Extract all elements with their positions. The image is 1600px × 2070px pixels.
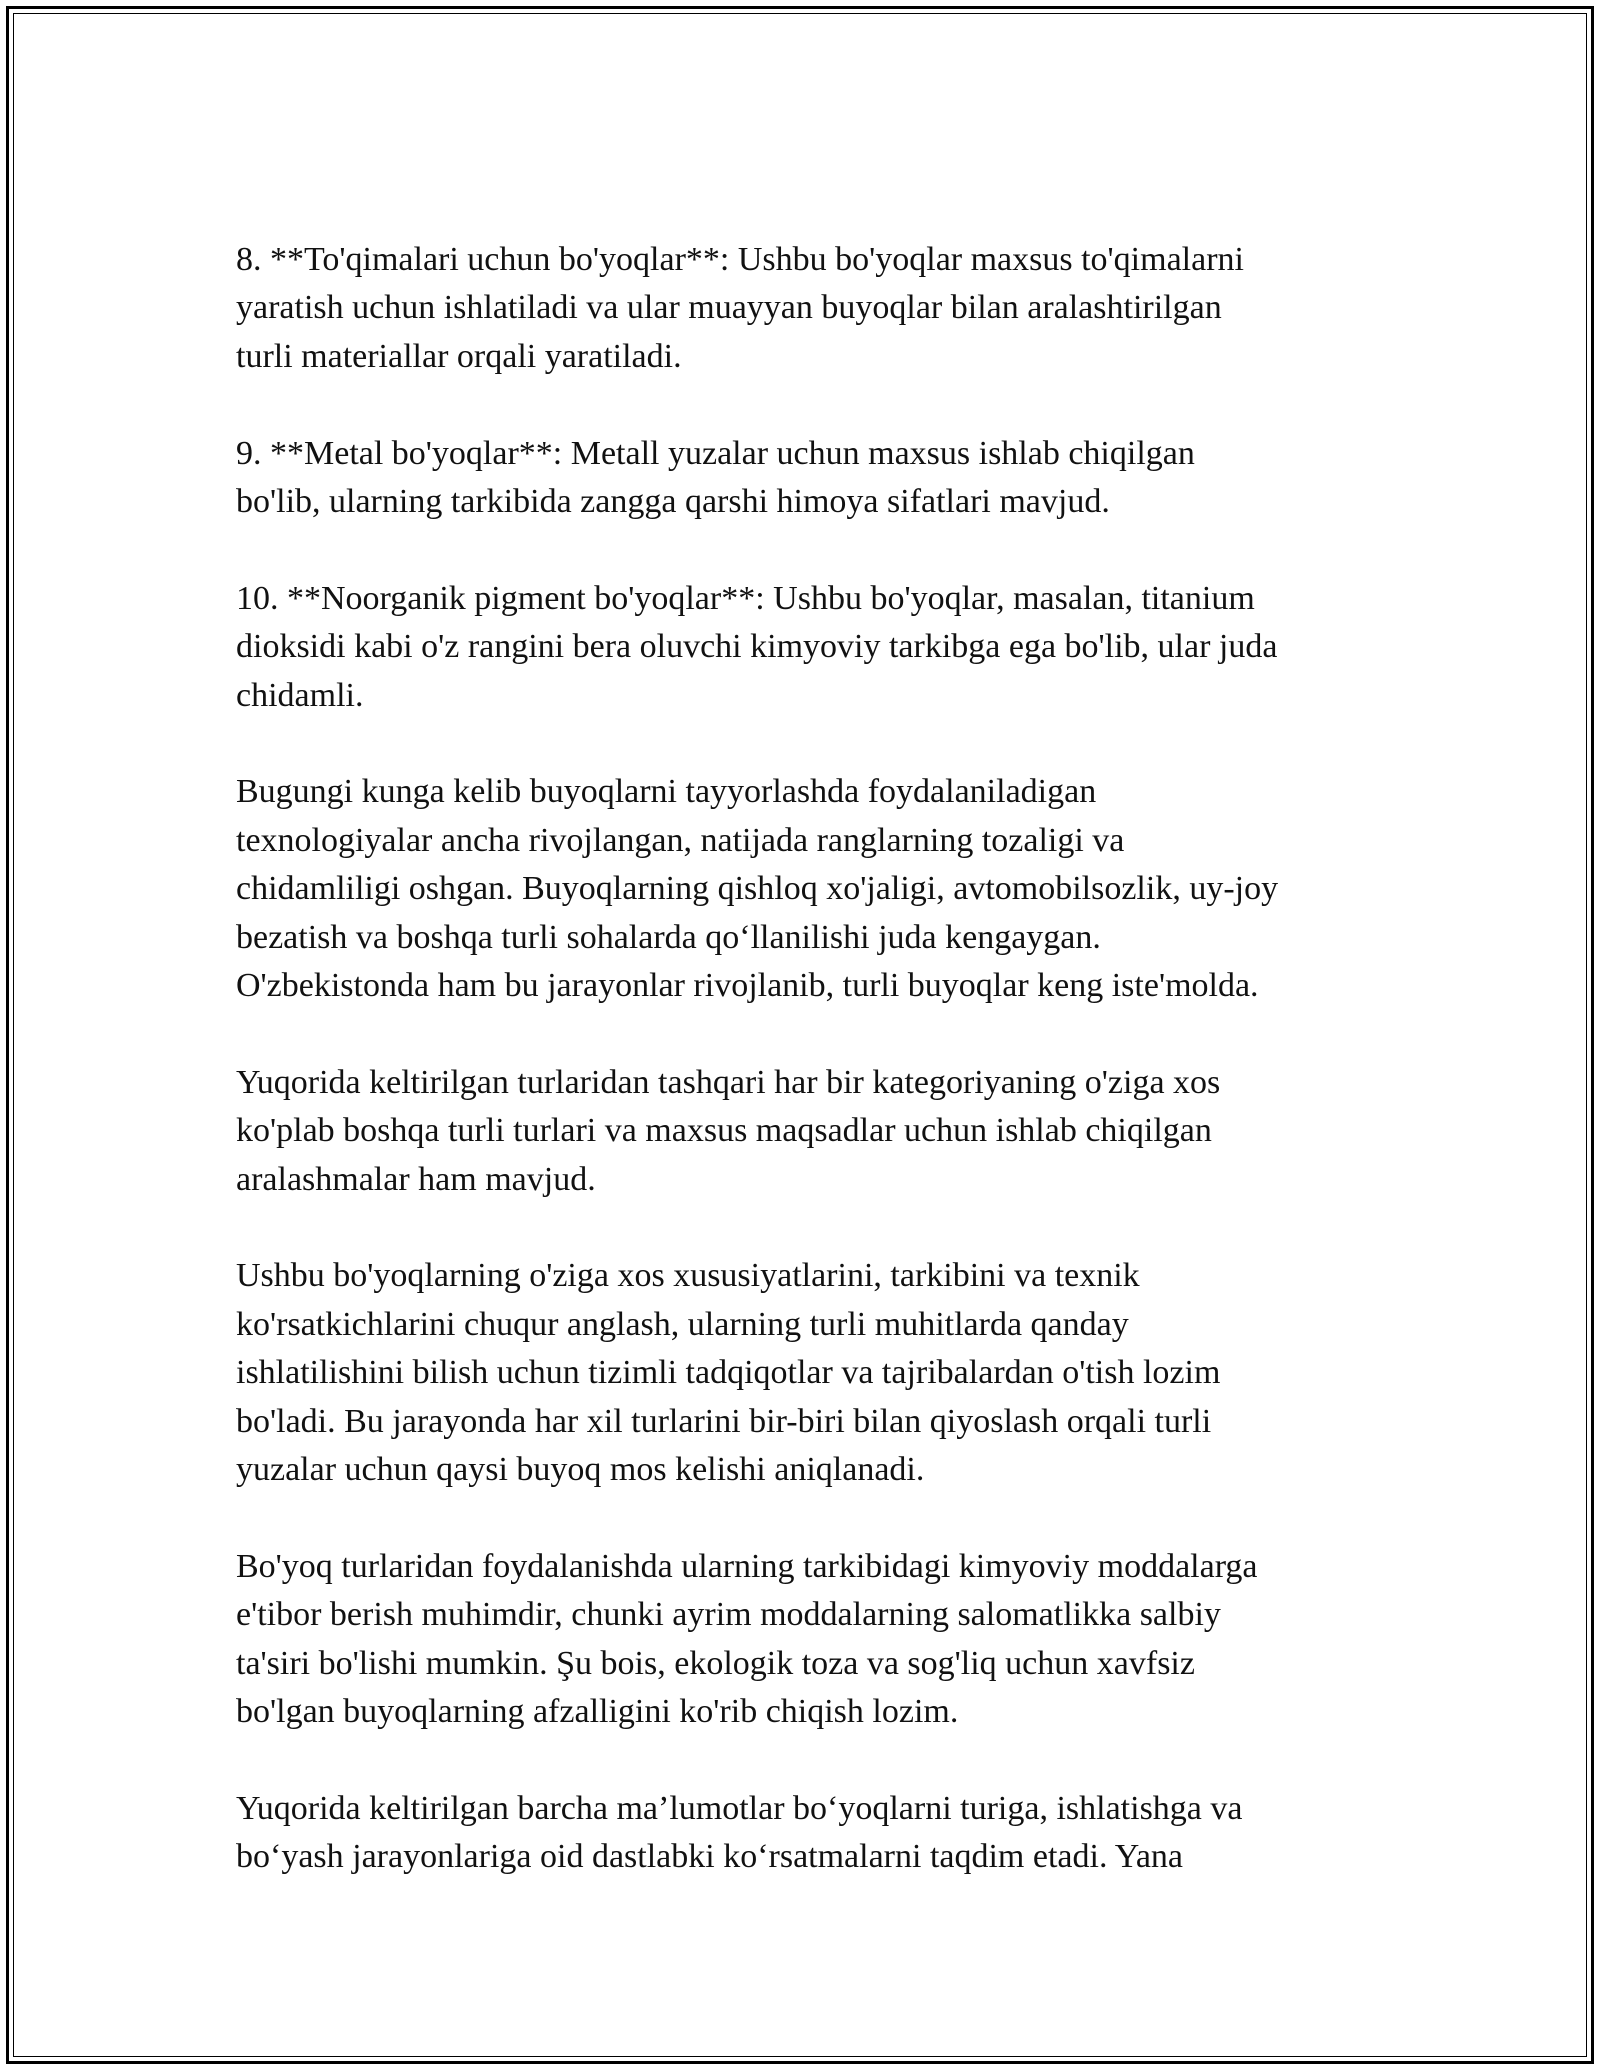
- paragraph-health-safety: [236, 1543, 1366, 1737]
- text-line: Bugungi kunga kelib buyoqlarni tayyorlashda foydalaniladigan: [236, 773, 1097, 811]
- text-line: ko'plab boshqa turli turlari va maxsus maqsadlar uchun ishlab chiqilgan: [236, 1112, 1212, 1150]
- text-line: texnologiyalar ancha rivojlangan, natijada ranglarning tozaligi va: [236, 821, 1125, 859]
- text-line: O'zbekistonda ham bu jarayonlar rivojlanib, turli buyoqlar keng iste'molda.: [236, 967, 1259, 1005]
- paragraph-technology-development: [236, 768, 1366, 1010]
- text-line: bo'lib, ularning tarkibida zangga qarshi himoya sifatlari mavjud.: [236, 483, 1110, 521]
- text-line: ishlatilishini bilish uchun tizimli tadqiqotlar va tajribalardan o'tish lozim: [236, 1354, 1221, 1392]
- text-line: Bo'yoq turlaridan foydalanishda ularning tarkibidagi kimyoviy moddalarga: [236, 1547, 1258, 1585]
- text-line: bo‘yash jarayonlariga oid dastlabki ko‘rsatmalarni taqdim etadi. Yana: [236, 1838, 1184, 1876]
- text-line: aralashmalar ham mavjud.: [236, 1160, 596, 1198]
- text-line: bo'ladi. Bu jarayonda har xil turlarini bir-biri bilan qiyoslash orqali turli: [236, 1402, 1212, 1440]
- text-line: turli materiallar orqali yaratiladi.: [236, 337, 682, 375]
- text-line: ta'siri bo'lishi mumkin. Şu bois, ekologik toza va sog'liq uchun xavfsiz: [236, 1644, 1195, 1682]
- document-body: [236, 236, 1366, 1930]
- text-line: 10. **Noorganik pigment bo'yoqlar**: Ushbu bo'yoqlar, masalan, titanium: [236, 579, 1255, 617]
- text-line: Ushbu bo'yoqlarning o'ziga xos xususiyatlarini, tarkibini va texnik: [236, 1257, 1140, 1295]
- text-line: chidamli.: [236, 676, 364, 714]
- paragraph-textile-paints: [236, 236, 1366, 381]
- text-line: bo'lgan buyoqlarning afzalligini ko'rib chiqish lozim.: [236, 1693, 959, 1731]
- paragraph-inorganic-pigment-paints: [236, 575, 1366, 720]
- text-line: Yuqorida keltirilgan turlaridan tashqari har bir kategoriyaning o'ziga xos: [236, 1063, 1221, 1101]
- paragraph-summary: [236, 1785, 1366, 1882]
- text-line: yuzalar uchun qaysi buyoq mos kelishi aniqlanadi.: [236, 1451, 925, 1489]
- text-line: bezatish va boshqa turli sohalarda qo‘llanilishi juda kengaygan.: [236, 918, 1101, 956]
- text-line: chidamliligi oshgan. Buyoqlarning qishloq xo'jaligi, avtomobilsozlik, uy-joy: [236, 870, 1279, 908]
- text-line: ko'rsatkichlarini chuqur anglash, ularning turli muhitlarda qanday: [236, 1305, 1129, 1343]
- text-line: Yuqorida keltirilgan barcha ma’lumotlar bo‘yoqlarni turiga, ishlatishga va: [236, 1789, 1243, 1827]
- text-line: yaratish uchun ishlatiladi va ular muayyan buyoqlar bilan aralashtirilgan: [236, 289, 1222, 327]
- text-line: 9. **Metal bo'yoqlar**: Metall yuzalar uchun maxsus ishlab chiqilgan: [236, 434, 1195, 472]
- paragraph-other-types: [236, 1059, 1366, 1204]
- text-line: e'tibor berish muhimdir, chunki ayrim moddalarning salomatlikka salbiy: [236, 1596, 1221, 1634]
- paragraph-metal-paints: [236, 430, 1366, 527]
- paragraph-properties-research: [236, 1252, 1366, 1494]
- text-line: dioksidi kabi o'z rangini bera oluvchi kimyoviy tarkibga ega bo'lib, ular juda: [236, 628, 1278, 666]
- text-line: 8. **To'qimalari uchun bo'yoqlar**: Ushbu bo'yoqlar maxsus to'qimalarni: [236, 241, 1244, 278]
